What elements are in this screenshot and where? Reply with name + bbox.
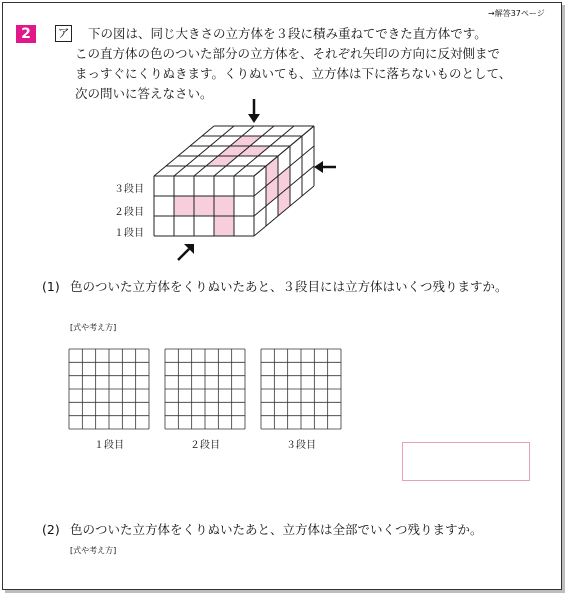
cuboid-figure — [108, 96, 348, 266]
grid-tier-3 — [260, 348, 342, 430]
tier-label-2: ２段目 — [114, 207, 144, 218]
highlighted-top-cube — [206, 156, 238, 166]
tier-label-3: ３段目 — [114, 184, 144, 195]
grid-tier-2 — [164, 348, 246, 430]
grid-label-2: ２段目 — [190, 440, 220, 451]
q1-text: 色のついた立方体をくりぬいたあと、３段目には立方体はいくつ残りますか。 — [70, 279, 508, 294]
cuboid-grid-lines — [154, 126, 314, 236]
q1-answer-box[interactable] — [402, 442, 530, 481]
q2-work-label: [式や考え方] — [70, 546, 117, 555]
grid-line — [214, 126, 274, 176]
problem-line-3: まっすぐにくりぬきます。くりぬいても、立方体は下に落ちないものとして、 — [75, 66, 512, 81]
top-arrow-icon — [248, 99, 260, 123]
q1-work-label: [式や考え方] — [70, 323, 117, 332]
side-arrow-icon — [314, 161, 336, 173]
q2-number: (2) — [42, 522, 60, 537]
highlighted-front-cube — [214, 196, 234, 216]
q1-number: (1) — [42, 279, 60, 294]
q2-prompt — [42, 520, 483, 538]
highlighted-top-cube — [230, 136, 262, 146]
q1-prompt — [42, 277, 508, 295]
problem-label-box: ア — [55, 25, 72, 42]
grid-tier-1 — [68, 348, 150, 430]
q2-text: 色のついた立方体をくりぬいたあと、立方体は全部でいくつ残りますか。 — [70, 522, 483, 537]
problem-line-4: 次の問いに答えなさい。 — [75, 86, 213, 101]
problem-number: 2 — [16, 25, 36, 43]
highlighted-front-cube — [214, 216, 234, 236]
highlighted-front-cube — [174, 196, 194, 216]
problem-line-2: この直方体の色のついた部分の立方体を、それぞれ矢印の方向に反対側まで — [75, 46, 501, 61]
problem-statement — [75, 24, 535, 104]
highlighted-front-cube — [194, 196, 214, 216]
problem-line-1: 下の図は、同じ大きさの立方体を３段に積み重ねてできた直方体です。 — [88, 26, 487, 41]
grid-label-1: １段目 — [94, 440, 124, 451]
tier-label-1: １段目 — [114, 228, 144, 239]
grid-line — [154, 126, 214, 176]
front-arrow-icon — [178, 244, 194, 260]
grid-label-3: ３段目 — [286, 440, 316, 451]
answer-page-reference: →解答37ページ — [488, 9, 545, 18]
